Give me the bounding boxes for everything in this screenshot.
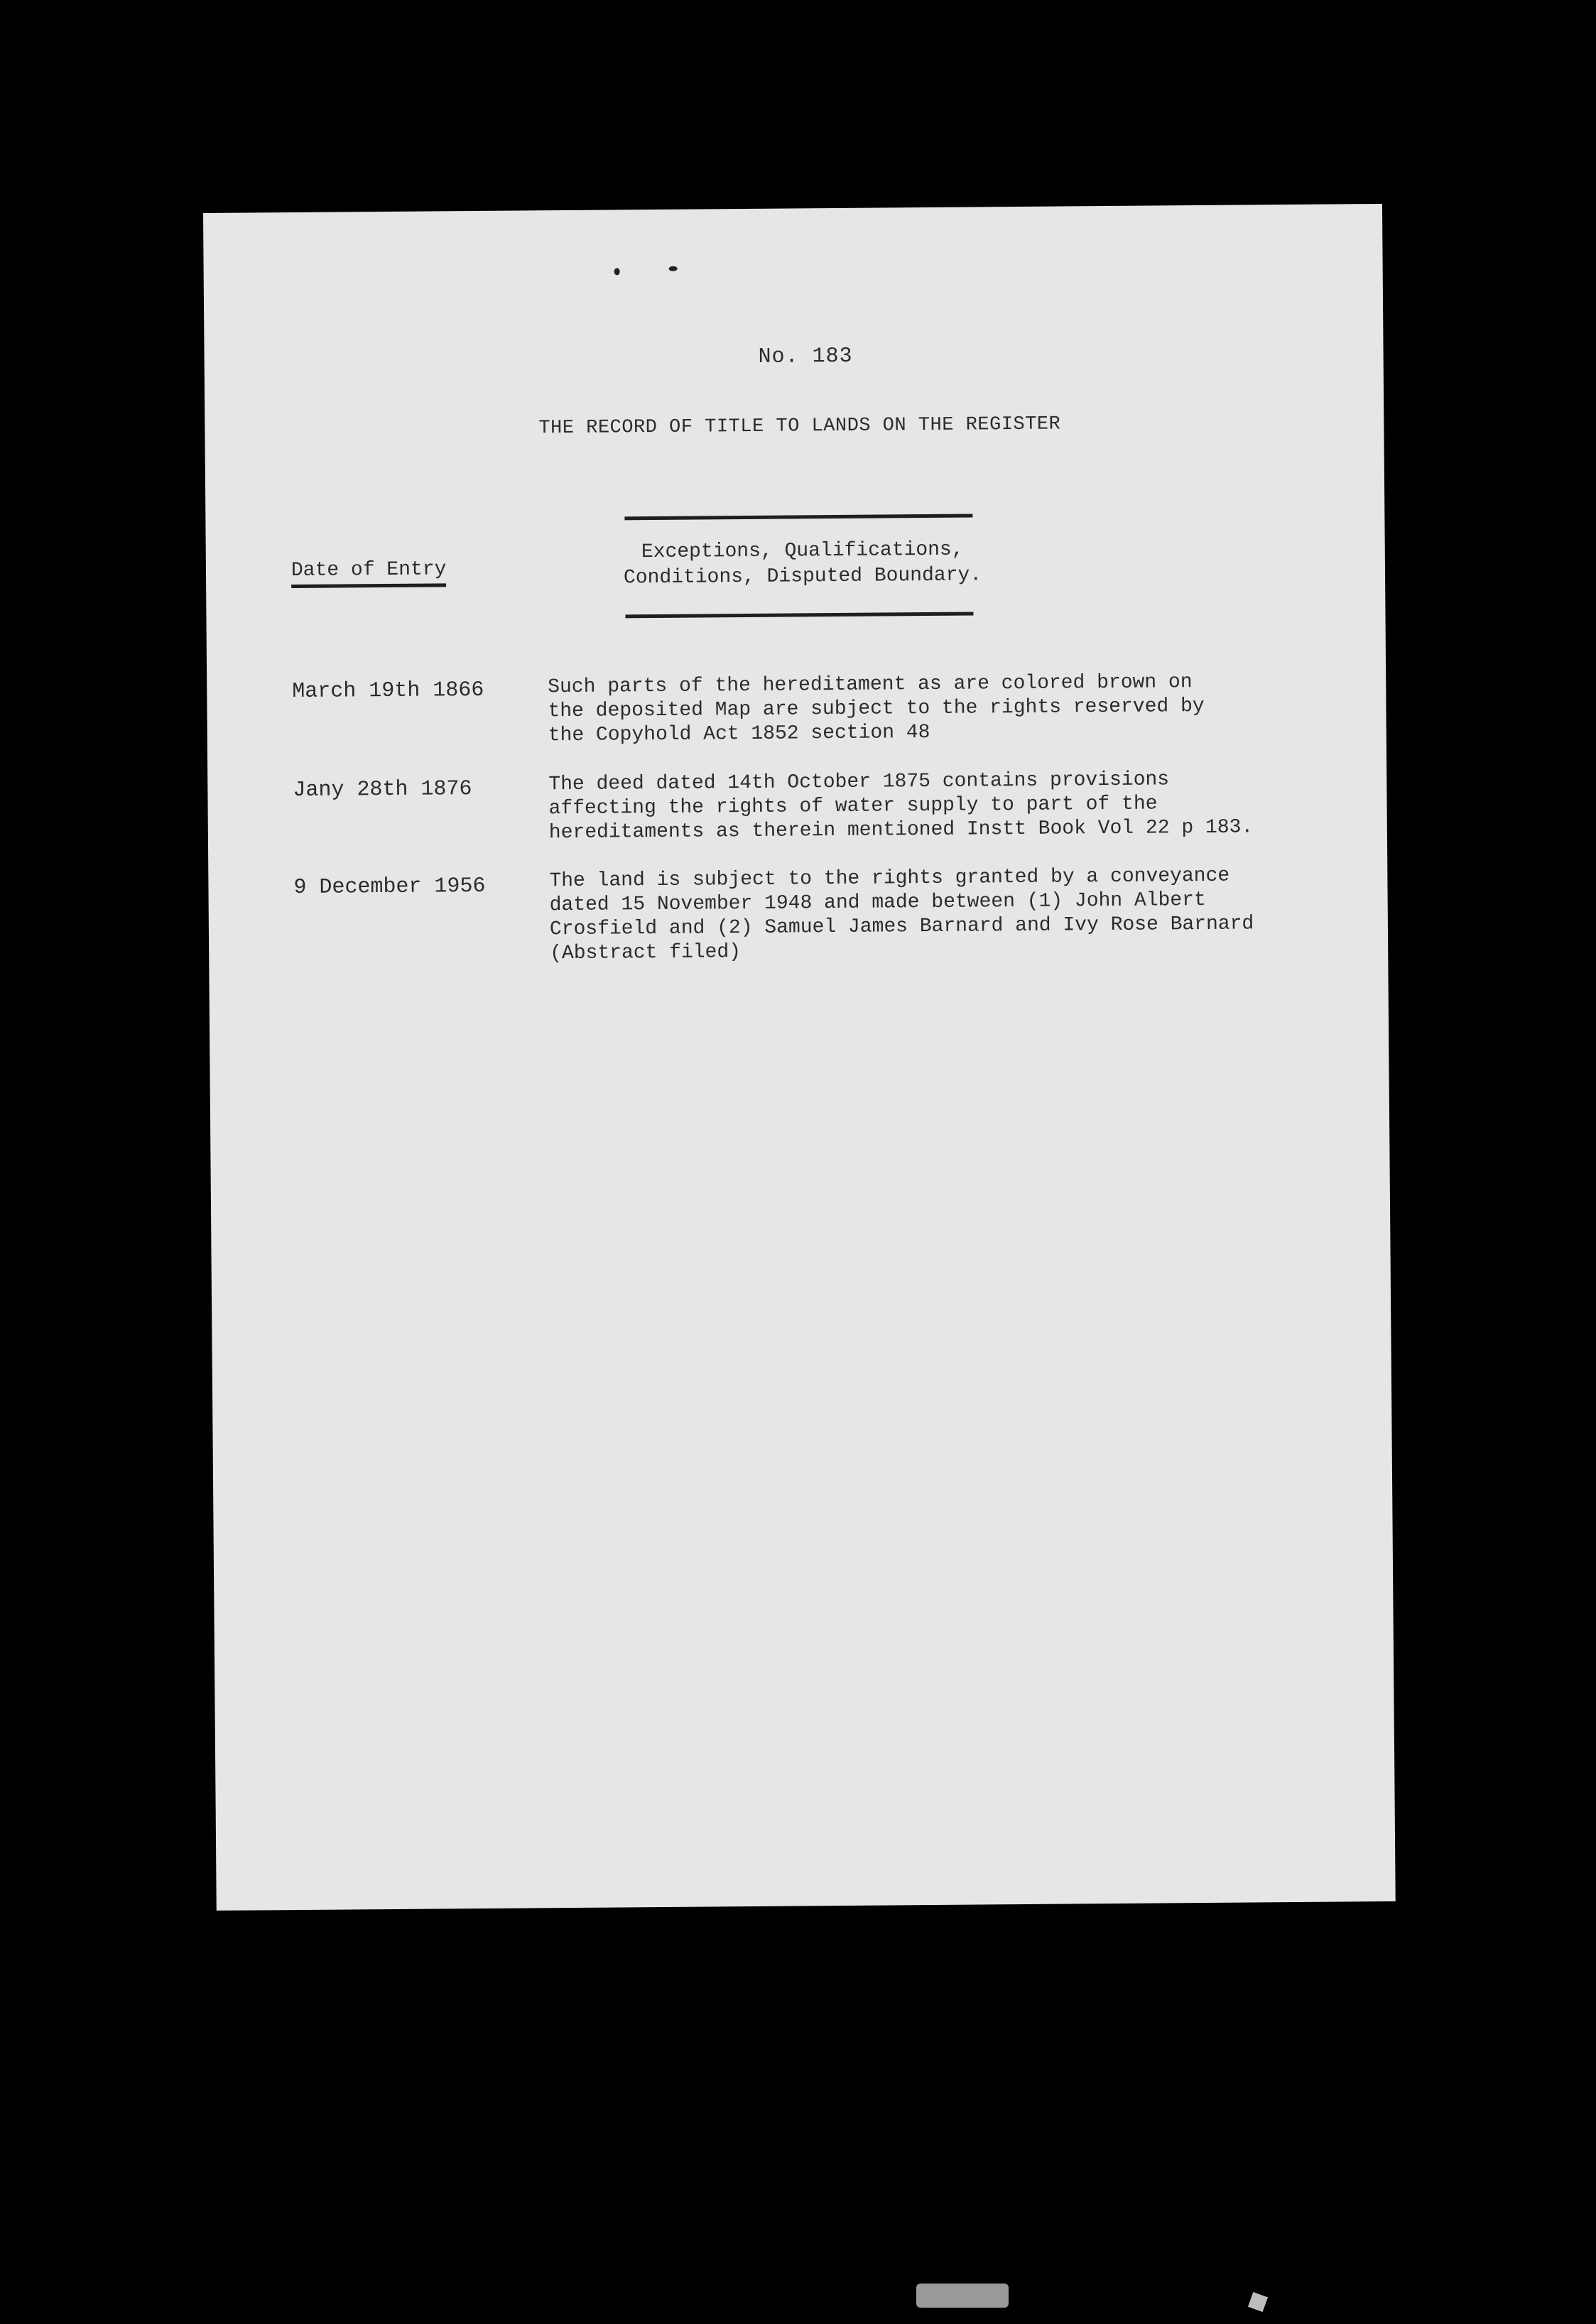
- entry-date: March 19th 1866: [292, 678, 484, 705]
- exceptions-heading-line-2: Conditions, Disputed Boundary.: [623, 564, 982, 590]
- entry-text-line: (Abstract filed): [550, 941, 742, 965]
- entry-text-line: affecting the rights of water supply to part of the: [548, 793, 1158, 820]
- entry-text-line: dated 15 November 1948 and made between (1) John Albert: [549, 889, 1206, 917]
- document-page: [203, 204, 1396, 1911]
- document-title: THE RECORD OF TITLE TO LANDS ON THE REGISTER: [538, 413, 1061, 440]
- entry-text-line: the deposited Map are subject to the rights reserved by: [548, 695, 1205, 723]
- entry-date: Jany 28th 1876: [293, 777, 472, 803]
- entry-text-line: Crosfield and (2) Samuel James Barnard and Ivy Rose Barnard: [549, 913, 1254, 941]
- entry-text: [548, 767, 1330, 846]
- scan-artifact: [1248, 2292, 1268, 2312]
- entry-text-line: The deed dated 14th October 1875 contains provisions: [548, 769, 1170, 796]
- entry-text: [549, 864, 1331, 967]
- heading-rule-bottom: [625, 612, 973, 619]
- ink-speck: [614, 268, 620, 275]
- exceptions-heading: [618, 537, 988, 591]
- entry-text-line: hereditaments as therein mentioned Instt Book Vol 22 p 183.: [548, 816, 1254, 845]
- entry-text-line: The land is subject to the rights granted by a conveyance: [549, 864, 1230, 893]
- ink-speck: [669, 266, 678, 271]
- entry-date: 9 December 1956: [293, 874, 486, 901]
- entry-text: [548, 670, 1330, 749]
- document-number: No. 183: [758, 344, 853, 369]
- heading-rule-top: [624, 514, 972, 521]
- entry-text-line: the Copyhold Act 1852 section 48: [548, 721, 930, 747]
- scan-artifact: [916, 2284, 1009, 2308]
- entry-text-line: Such parts of the hereditament as are colored brown on: [548, 671, 1193, 699]
- date-of-entry-heading: Date of Entry: [291, 558, 447, 588]
- exceptions-heading-line-1: Exceptions, Qualifications,: [641, 538, 964, 564]
